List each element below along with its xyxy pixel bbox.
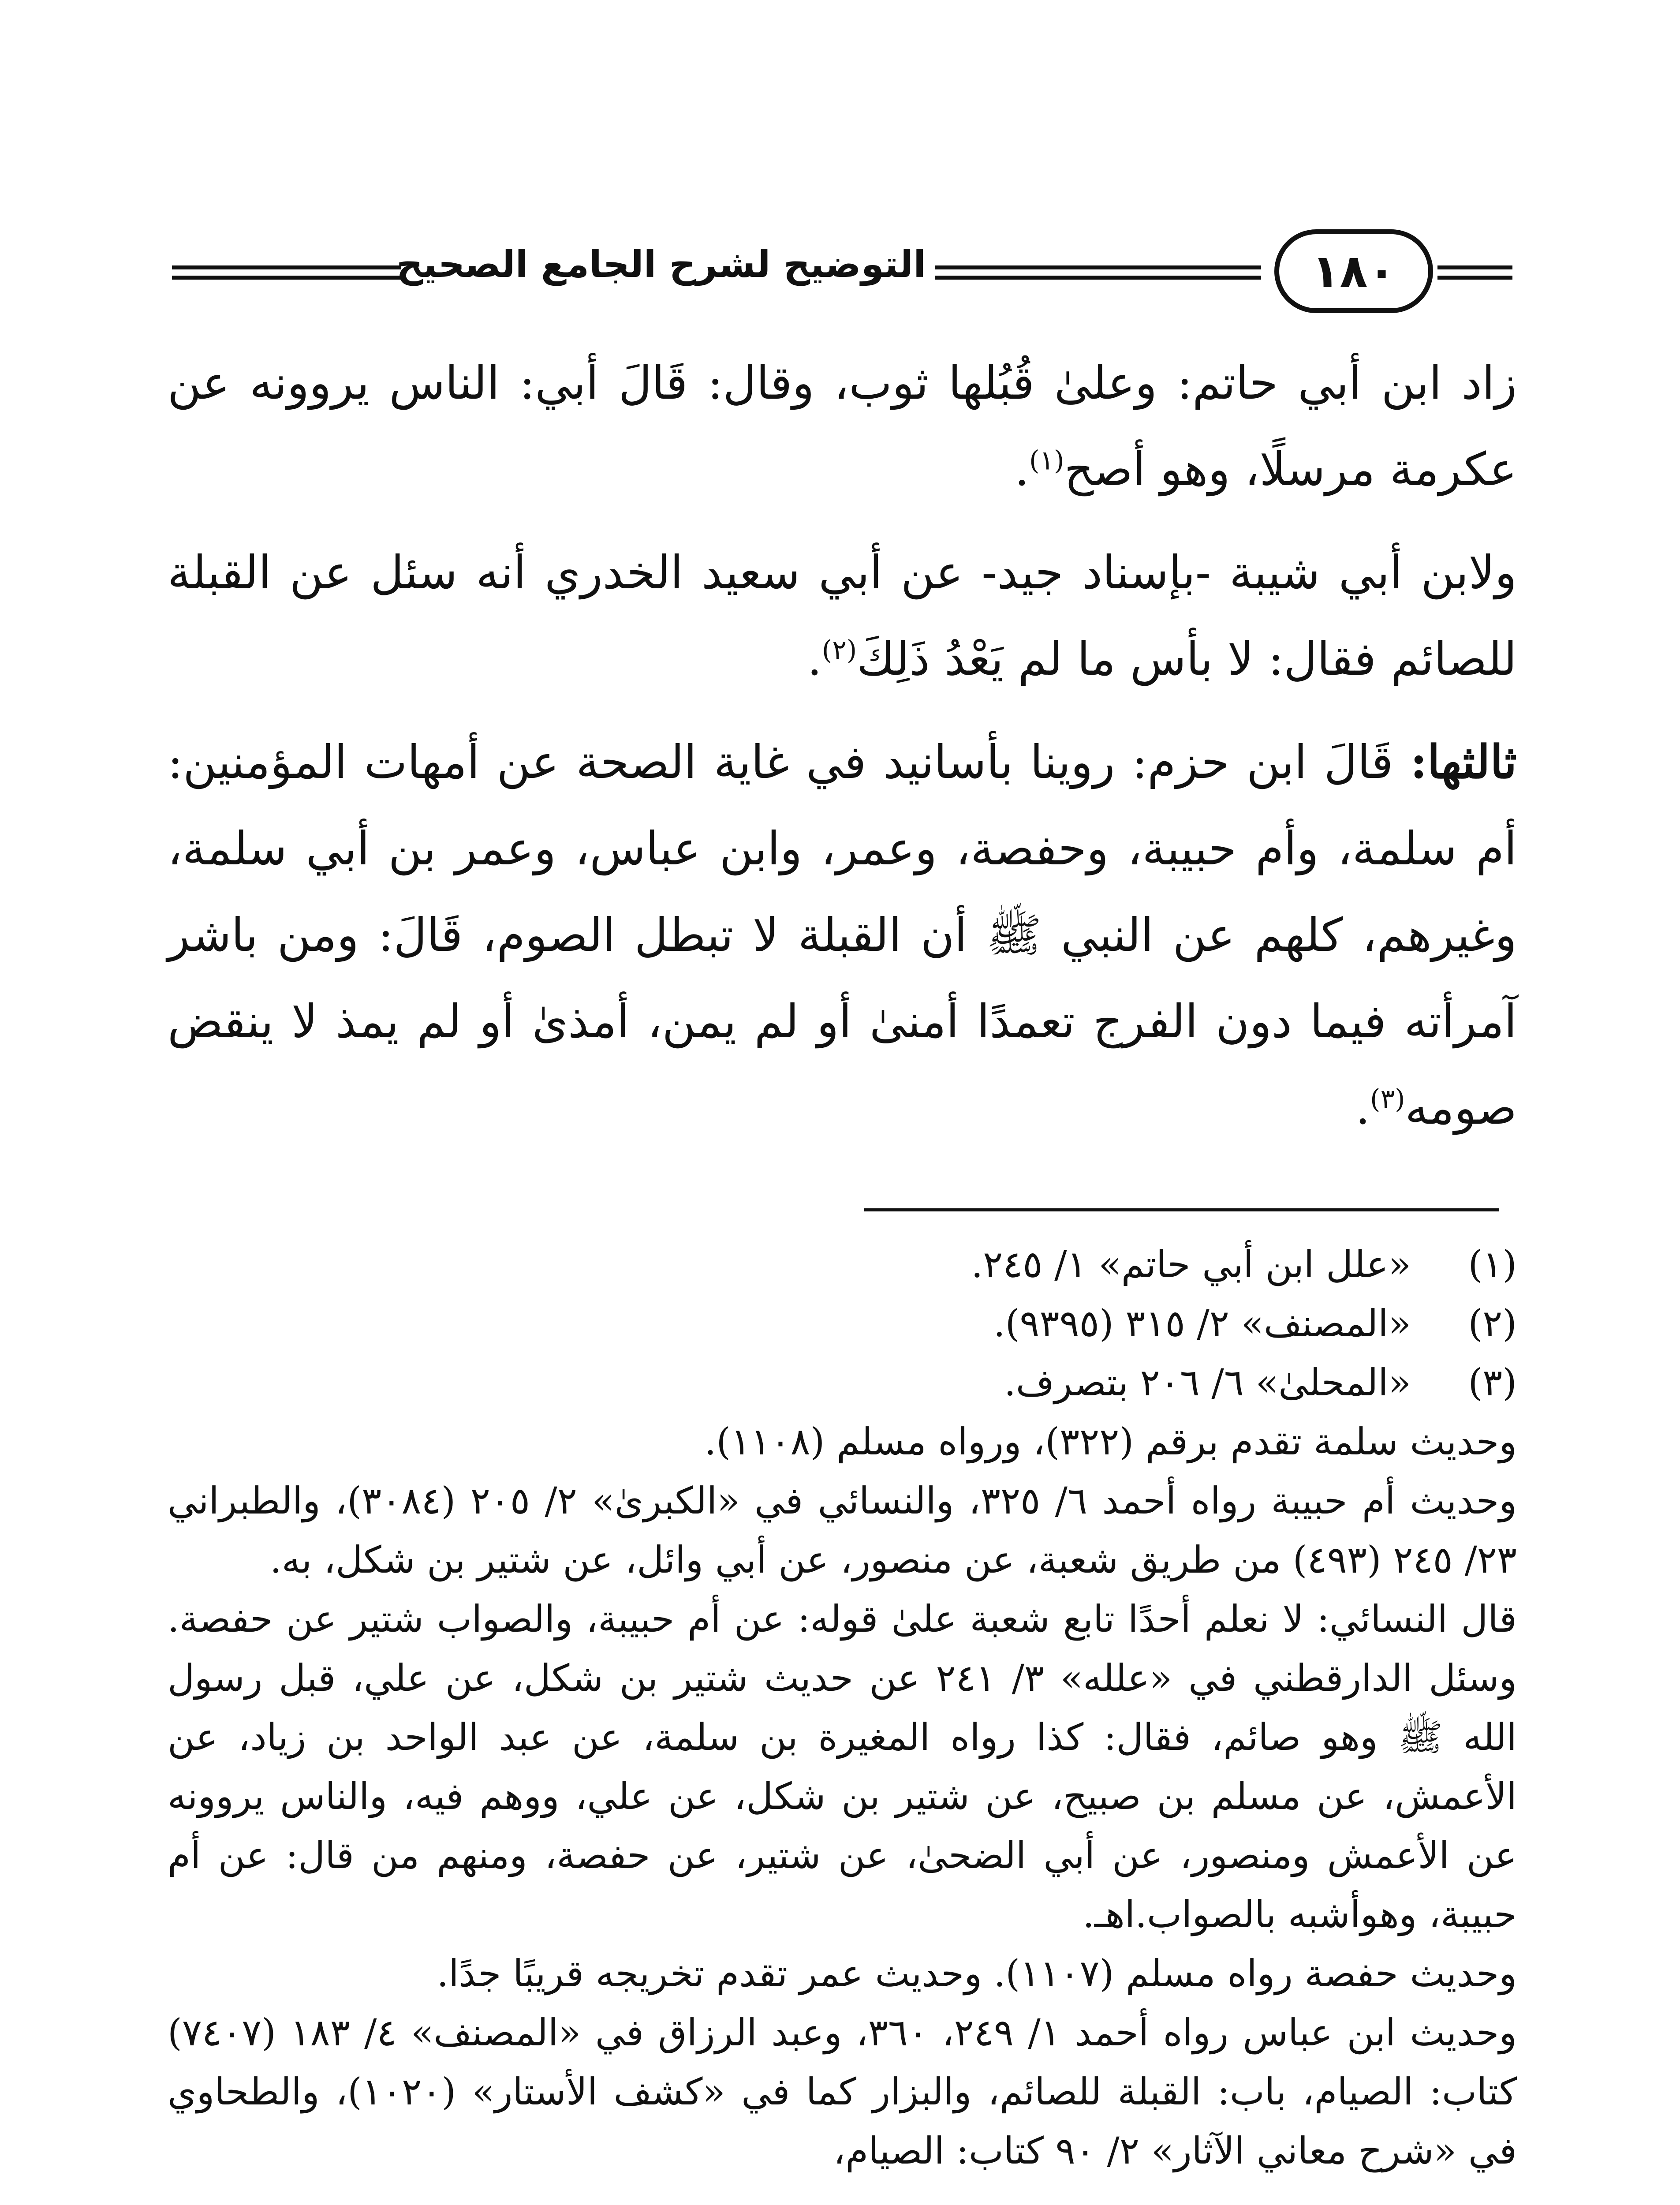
header-rule-middle [935, 265, 1261, 280]
footnote-ref-3[interactable]: (٣) [1370, 1084, 1405, 1115]
paragraph-3-lead: ثالثها: [1410, 735, 1517, 789]
running-title: التوضيح لشرح الجامع الصحيح [396, 243, 926, 286]
paragraph-3-end: . [1355, 1081, 1370, 1135]
page-number: ١٨٠ [1274, 229, 1433, 313]
paragraph-3-text: قَالَ ابن حزم: روينا بأسانيد في غاية الصحة عن أمهات المؤمنين: أم سلمة، وأم حبيبة، وحفصة، وعمر، وابن عباس، وعمر بن أبي سلمة، وغيرهم، كلهم عن النبي ﷺ أن القبلة لا تبطل الصوم، قَالَ: ومن باشر آمرأته فيما دون الفرج تعمدًا أمنىٰ أو لم يمن، أمذىٰ أو لم يمذ لا ينقض صومه [168, 735, 1517, 1135]
footnote-ref-2[interactable]: (٢) [821, 635, 857, 666]
footnote-3-para: وحديث حفصة رواه مسلم (١١٠٧). وحديث عمر تقدم تخريجه قريبًا جدًا. [437, 1952, 1517, 1995]
header-rule-right [1437, 265, 1512, 280]
footnote-text: «المصنف» ٢/ ٣١٥ (٩٣٩٥). [993, 1302, 1411, 1345]
footnote-3-para: وحديث سلمة تقدم برقم (٣٢٢)، ورواه مسلم (١١٠٨). [704, 1420, 1517, 1463]
paragraph-1-text: زاد ابن أبي حاتم: وعلىٰ قُبُلها ثوب، وقال: قَالَ أبي: الناس يروونه عن عكرمة مرسلًا، وهو أصح [168, 356, 1517, 496]
paragraph-1-end: . [1014, 442, 1030, 496]
paragraph-2-end: . [807, 632, 822, 686]
footnote-separator [864, 1208, 1499, 1211]
footnote-3-para: وحديث أم حبيبة رواه أحمد ٦/ ٣٢٥، والنسائي في «الكبرىٰ» ٢/ ٢٠٥ (٣٠٨٤)، والطبراني ٢٣/ ٢٤٥ (٤٩٣) من طريق شعبة، عن منصور، عن أبي وائل، عن شتير بن شكل، به. [168, 1479, 1517, 1581]
footnote-number: (٢) [1468, 1302, 1517, 1345]
header-rule-left [172, 265, 401, 280]
paragraph-2 [168, 529, 1517, 702]
footnote-2 [168, 1294, 1517, 1353]
footnote-text: «علل ابن أبي حاتم» ١/ ٢٤٥. [971, 1243, 1411, 1286]
footnote-number: (٣) [1468, 1361, 1517, 1404]
footnote-number: (١) [1468, 1243, 1517, 1286]
footnote-1 [168, 1235, 1517, 1294]
footnote-text: «المحلىٰ» ٦/ ٢٠٦ بتصرف. [1004, 1361, 1411, 1404]
paragraph-2-text: ولابن أبي شيبة -بإسناد جيد- عن أبي سعيد الخدري أنه سئل عن القبلة للصائم فقال: لا بأس ما لم يَعْدُ ذَلِكَ [168, 546, 1517, 686]
paragraph-1 [168, 340, 1517, 512]
footnote-ref-1[interactable]: (١) [1029, 445, 1064, 476]
footnote-3-para: وحديث ابن عباس رواه أحمد ١/ ٢٤٩، ٣٦٠، وعبد الرزاق في «المصنف» ٤/ ١٨٣ (٧٤٠٧) كتاب: الصيام، باب: القبلة للصائم، والبزار كما في «كشف الأستار» (١٠٢٠)، والطحاوي في «شرح معاني الآثار» ٢/ ٩٠ كتاب: الصيام، [168, 2011, 1517, 2172]
main-text [168, 340, 1517, 1168]
footnote-3 [168, 1353, 1517, 1412]
paragraph-3 [168, 719, 1517, 1151]
footnotes [168, 1235, 1517, 2180]
footnote-3-para: قال النسائي: لا نعلم أحدًا تابع شعبة علىٰ قوله: عن أم حبيبة، والصواب شتير عن حفصة. وسئل الدارقطني في «علله» ٣/ ٢٤١ عن حديث شتير بن شكل، عن علي، قبل رسول الله ﷺ وهو صائم، فقال: كذا رواه المغيرة بن سلمة، عن عبد الواحد بن زياد، عن الأعمش، عن مسلم بن صبيح، عن شتير بن شكل، عن علي، ووهم فيه، والناس يروونه عن الأعمش ومنصور، عن أبي الضحىٰ، عن شتير، عن حفصة، ومنهم من قال: عن أم حبيبة، وهوأشبه بالصواب.اهـ. [168, 1597, 1517, 1936]
page-header [168, 229, 1512, 318]
